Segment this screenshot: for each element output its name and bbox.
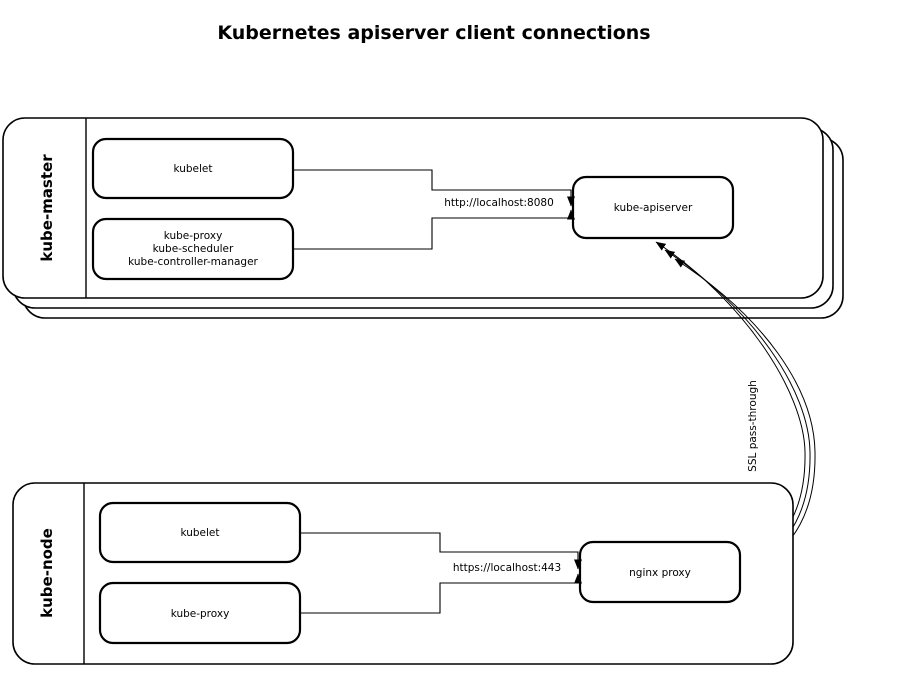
master-services-line2: kube-scheduler: [152, 243, 234, 255]
kube-node-label: kube-node: [38, 528, 56, 618]
kube-apiserver-label: kube-apiserver: [613, 202, 693, 214]
ssl-edge-label: SSL pass-through: [747, 380, 759, 472]
kube-node-cluster: [13, 483, 793, 664]
node-edge-label: https://localhost:443: [452, 562, 562, 574]
master-services-line3: kube-controller-manager: [128, 256, 258, 268]
node-kubelet-label: kubelet: [180, 527, 220, 539]
master-kubelet-label: kubelet: [173, 163, 213, 175]
diagram-title: Kubernetes apiserver client connections: [217, 22, 651, 44]
master-services-line1: kube-proxy: [163, 230, 223, 242]
kube-master-label: kube-master: [38, 154, 56, 262]
master-edge-label: http://localhost:8080: [444, 197, 554, 209]
kube-master-cluster: [3, 118, 843, 318]
nginx-proxy-label: nginx proxy: [629, 567, 691, 579]
node-kube-proxy-label: kube-proxy: [170, 608, 230, 620]
